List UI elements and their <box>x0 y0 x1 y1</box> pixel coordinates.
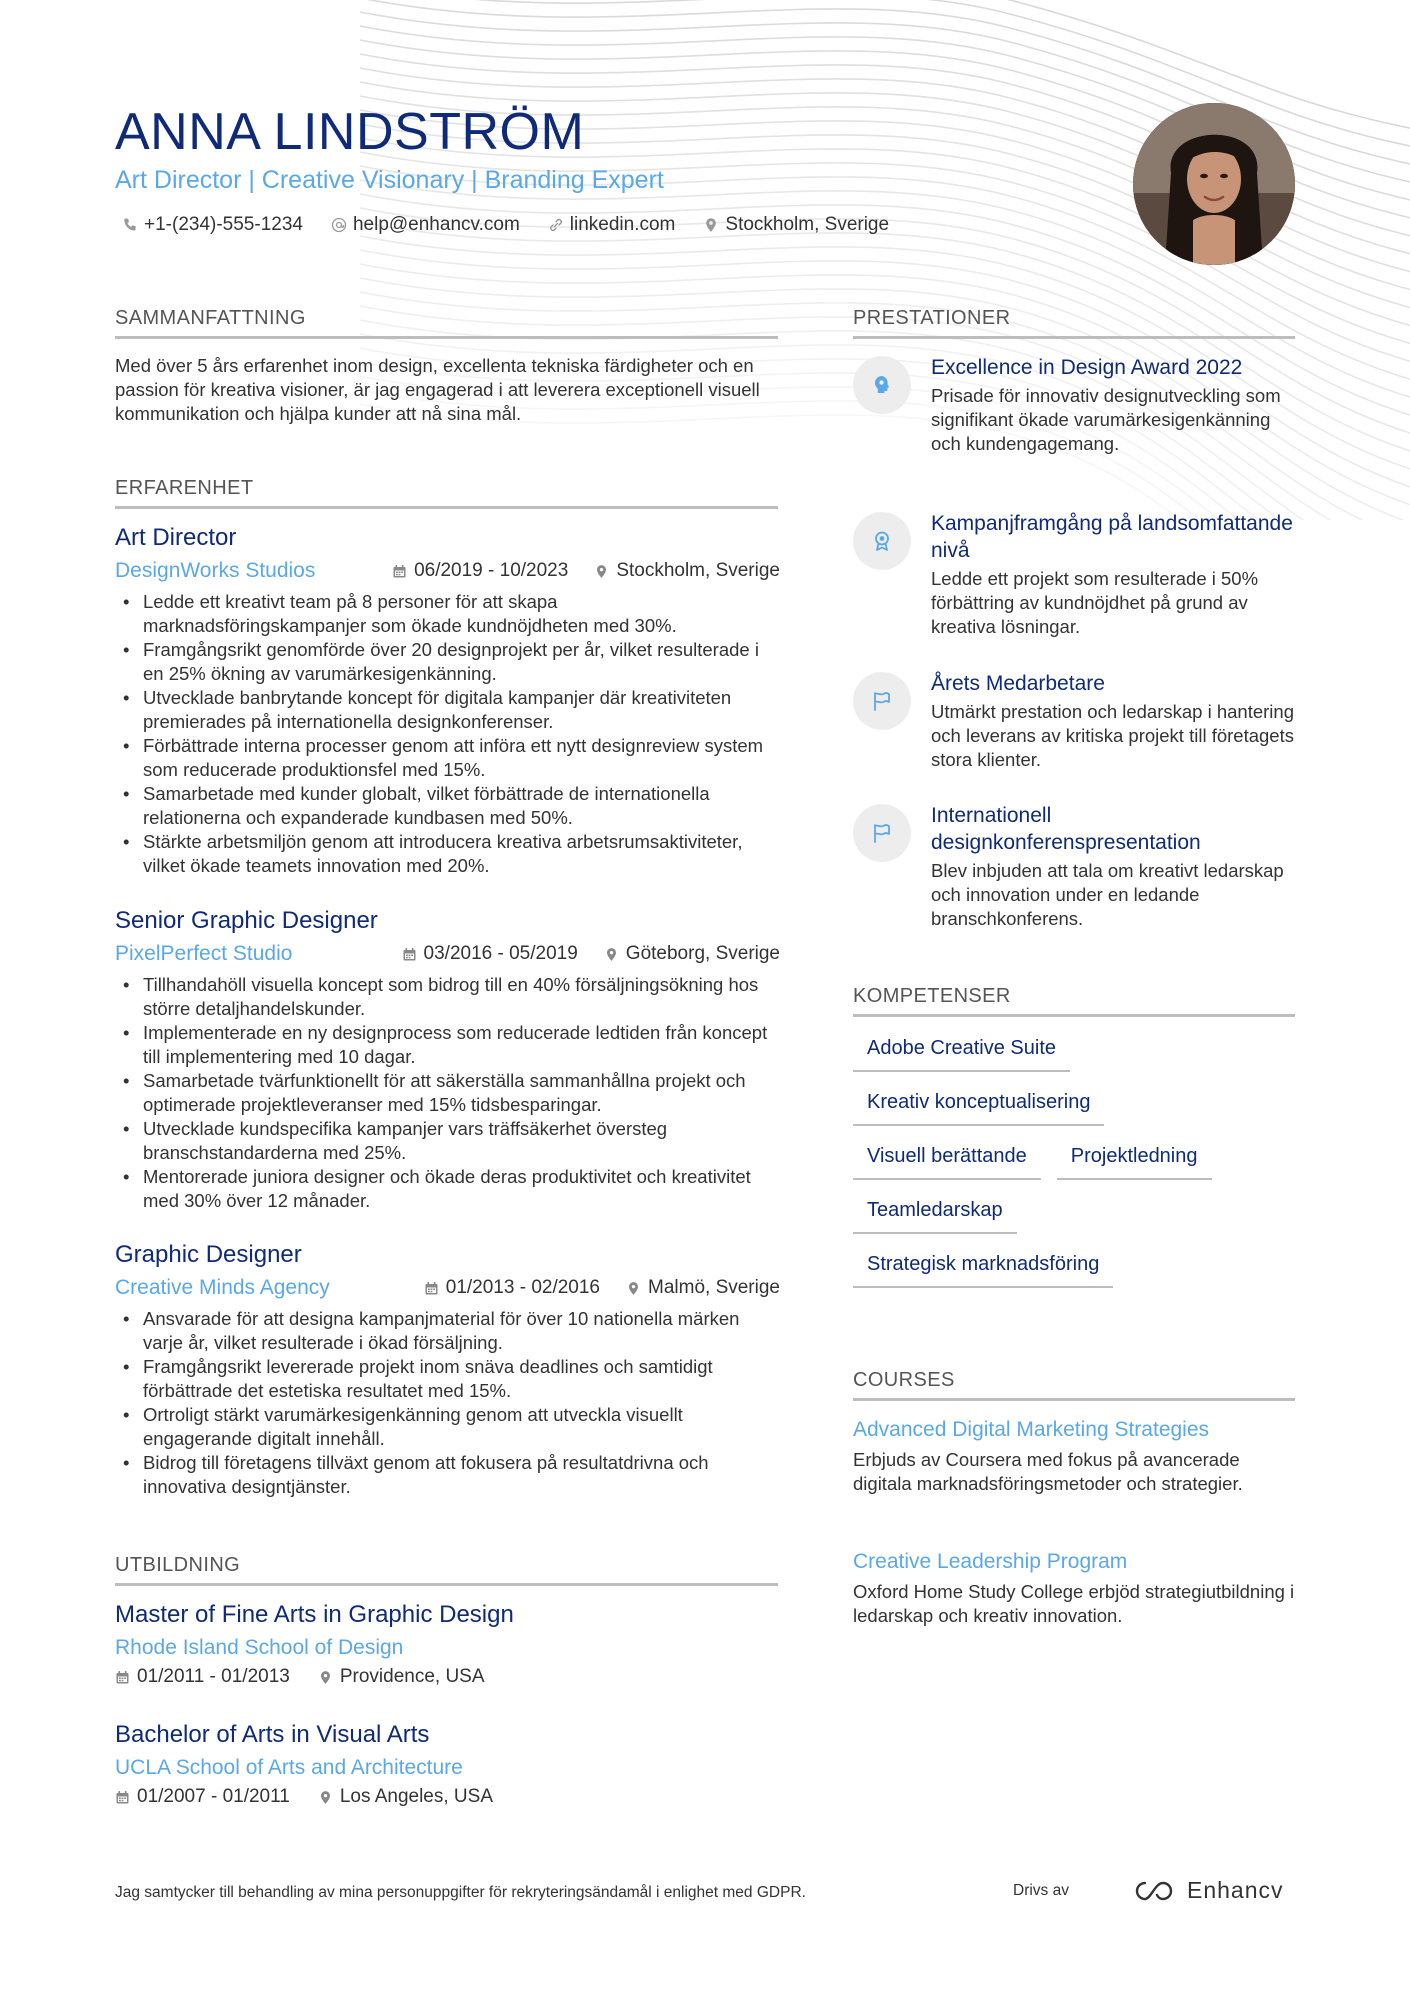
contact-linkedin[interactable] <box>548 214 676 236</box>
contact-email[interactable] <box>331 214 520 236</box>
job-bullet: • Mentorerade juniora designer och ökade deras produktivitet och kreativitet med 30% över 12 månader. <box>143 1165 780 1213</box>
contact-linkedin-text: linkedin.com <box>569 214 676 235</box>
brand-name: Enhancv <box>1187 1877 1284 1903</box>
job-meta <box>115 1273 780 1303</box>
skill-tag: Kreativ konceptualisering <box>853 1089 1104 1126</box>
job-bullet: • Förbättrade interna processer genom att införa ett nytt designreview system som reducerade produktionsfel med 15%. <box>143 734 780 782</box>
skill-tag: Visuell berättande <box>853 1143 1041 1180</box>
contact-email-text: help@enhancv.com <box>352 214 520 235</box>
flag-icon <box>871 690 893 712</box>
skills-row <box>853 1089 1295 1126</box>
course-title: Advanced Digital Marketing Strategies <box>853 1418 1210 1441</box>
achievement-desc: Utmärkt prestation och ledarskap i hantering och leverans av kritiska projekt till företagets stora klienter. <box>931 701 1294 770</box>
skill-tag: Strategisk marknadsföring <box>853 1251 1113 1288</box>
education-dates <box>115 1786 290 1808</box>
education-degree: Master of Fine Arts in Graphic Design <box>115 1601 514 1628</box>
job-location <box>626 1277 780 1299</box>
job-entry <box>115 906 780 1213</box>
achievement-body <box>931 670 1295 772</box>
course-item <box>853 1548 1295 1628</box>
job-dates-text: 03/2016 - 05/2019 <box>423 943 578 964</box>
contact-location-text: Stockholm, Sverige <box>725 214 890 235</box>
job-bullets <box>115 590 780 878</box>
calendar-icon <box>115 1670 130 1685</box>
education-school: Rhode Island School of Design <box>115 1636 404 1659</box>
summary-text: Med över 5 års erfarenhet inom design, excellenta tekniska färdigheter och en passion för kreativa visioner, är jag engagerad i att leverera exceptionell visuell kommunikation och hjälpa kunder att nå sina mål. <box>115 355 760 424</box>
achievement-icon <box>853 672 911 730</box>
job-location-text: Göteborg, Sverige <box>625 943 780 964</box>
education-location-text: Los Angeles, USA <box>339 1786 493 1807</box>
course-desc: Oxford Home Study College erbjöd strategiutbildning i ledarskap och kreativ innovation. <box>853 1581 1295 1626</box>
achievement-title: Kampanjframgång på landsomfattande nivå <box>931 512 1293 562</box>
job-dates <box>392 560 568 582</box>
achievement-body <box>931 354 1295 456</box>
education-location <box>318 1786 493 1808</box>
location-icon <box>703 217 719 233</box>
job-location-text: Stockholm, Sverige <box>616 560 780 581</box>
education-entry <box>115 1600 780 1688</box>
calendar-icon <box>392 564 407 579</box>
course-desc: Erbjuds av Coursera med fokus på avancerade digitala marknadsföringsmetoder och strategier. <box>853 1449 1243 1494</box>
skills-row <box>853 1197 1295 1234</box>
education-dates-text: 01/2007 - 01/2011 <box>137 1786 290 1807</box>
job-entry <box>115 523 780 878</box>
job-bullet: • Samarbetade tvärfunktionellt för att säkerställa sammanhållna projekt och optimerade projektleveranser med 15% tidsbesparingar. <box>143 1069 780 1117</box>
job-company: PixelPerfect Studio <box>115 942 293 965</box>
powered-by-label: Drivs av <box>1013 1882 1069 1899</box>
job-bullet: • Implementerade en ny designprocess som reducerade ledtiden från koncept till implementering med 10 dagar. <box>143 1021 780 1069</box>
flag-icon <box>871 822 893 844</box>
job-bullet: • Bidrog till företagens tillväxt genom att fokusera på resultatdrivna och innovativa designtjänster. <box>143 1451 780 1499</box>
job-entry <box>115 1240 780 1499</box>
avatar <box>1133 103 1295 265</box>
job-meta <box>115 556 780 586</box>
brand-logo[interactable] <box>1133 1877 1284 1904</box>
achievement-title: Excellence in Design Award 2022 <box>931 356 1243 379</box>
achievement-title: Internationell designkonferenspresentation <box>931 804 1201 854</box>
education-meta <box>115 1786 780 1808</box>
job-location <box>594 560 780 582</box>
skills-heading: KOMPETENSER <box>853 984 1295 1017</box>
achievement-title: Årets Medarbetare <box>931 672 1105 695</box>
location-icon <box>318 1790 333 1805</box>
skills-row <box>853 1035 1295 1072</box>
job-dates <box>402 943 578 965</box>
phone-icon <box>122 217 138 233</box>
job-title: Senior Graphic Designer <box>115 907 378 934</box>
summary-heading: SAMMANFATTNING <box>115 306 778 339</box>
achievement-item <box>853 510 1295 639</box>
job-title: Art Director <box>115 524 237 551</box>
achievement-icon <box>853 356 911 414</box>
award-ribbon-icon <box>871 530 893 552</box>
achievement-icon <box>853 512 911 570</box>
education-heading: UTBILDNING <box>115 1553 778 1586</box>
job-dates <box>424 1277 600 1299</box>
education-degree: Bachelor of Arts in Visual Arts <box>115 1721 430 1748</box>
achievement-item <box>853 802 1295 931</box>
skills-row <box>853 1143 1295 1180</box>
job-location-text: Malmö, Sverige <box>648 1277 780 1298</box>
job-title: Graphic Designer <box>115 1241 302 1268</box>
calendar-icon <box>424 1281 439 1296</box>
course-item <box>853 1416 1295 1496</box>
job-bullet: • Ansvarade för att designa kampanjmaterial för över 10 nationella märken varje år, vilket resulterade i ökad försäljning. <box>143 1307 780 1355</box>
location-icon <box>594 564 609 579</box>
achievement-body <box>931 802 1295 931</box>
education-location <box>318 1666 485 1688</box>
job-company: DesignWorks Studios <box>115 559 316 582</box>
achievement-desc: Blev inbjuden att tala om kreativt ledarskap och innovation under en ledande branschkonferens. <box>931 860 1284 929</box>
job-bullet: • Utvecklade banbrytande koncept för digitala kampanjer där kreativiteten premierades på internationella designkonferenser. <box>143 686 780 734</box>
achievement-item <box>853 670 1295 772</box>
education-dates <box>115 1666 290 1688</box>
course-title: Creative Leadership Program <box>853 1550 1128 1573</box>
location-icon <box>318 1670 333 1685</box>
at-icon <box>331 217 347 233</box>
contact-phone-text: +1-(234)-555-1234 <box>144 214 303 235</box>
job-company: Creative Minds Agency <box>115 1276 330 1299</box>
contact-phone[interactable] <box>122 214 303 236</box>
skill-tag: Projektledning <box>1057 1143 1212 1180</box>
job-location <box>604 943 780 965</box>
job-bullet: • Ortroligt stärkt varumärkesigenkänning genom att utveckla visuellt engagerande digitalt innehåll. <box>143 1403 780 1451</box>
enhancv-logo-icon <box>1133 1879 1179 1903</box>
achievement-icon <box>853 804 911 862</box>
achievements-heading: PRESTATIONER <box>853 306 1295 339</box>
education-location-text: Providence, USA <box>339 1666 485 1687</box>
job-bullet: • Utvecklade kundspecifika kampanjer vars träffsäkerhet översteg branschstandarderna med 25%. <box>143 1117 780 1165</box>
achievement-item <box>853 354 1295 456</box>
skill-tag: Adobe Creative Suite <box>853 1035 1070 1072</box>
job-bullet: • Samarbetade med kunder globalt, vilket förbättrade de internationella relationerna och expanderade kundbasen med 50%. <box>143 782 780 830</box>
contact-bar <box>122 214 889 236</box>
courses-heading: COURSES <box>853 1368 1295 1401</box>
link-icon <box>548 217 564 233</box>
location-icon <box>626 1281 641 1296</box>
achievement-body <box>931 510 1295 639</box>
job-dates-text: 01/2013 - 02/2016 <box>445 1277 600 1298</box>
job-bullets <box>115 1307 780 1499</box>
job-bullet: • Stärkte arbetsmiljön genom att introducera kreativa arbetsrumsaktiviteter, vilket ökade teamets innovation med 20%. <box>143 830 780 878</box>
job-bullet: • Framgångsrikt levererade projekt inom snäva deadlines och samtidigt förbättrade det estetiska resultatet med 15%. <box>143 1355 780 1403</box>
gdpr-consent: Jag samtycker till behandling av mina personuppgifter för rekryteringsändamål i enlighet med GDPR. <box>115 1884 806 1901</box>
experience-heading: ERFARENHET <box>115 476 778 509</box>
job-bullets <box>115 973 780 1213</box>
skills-list <box>853 1035 1295 1305</box>
education-entry <box>115 1720 780 1808</box>
location-icon <box>604 947 619 962</box>
job-bullet: • Tillhandahöll visuella koncept som bidrog till en 40% försäljningsökning hos större detaljhandelskunder. <box>143 973 780 1021</box>
calendar-icon <box>115 1790 130 1805</box>
contact-location <box>703 214 889 236</box>
candidate-tagline: Art Director | Creative Visionary | Branding Expert <box>115 166 664 194</box>
education-meta <box>115 1666 780 1688</box>
job-meta <box>115 939 780 969</box>
portrait-image <box>1133 103 1295 265</box>
achievement-desc: Prisade för innovativ designutveckling som signifikant ökade varumärkesigenkänning och kundengagemang. <box>931 385 1281 454</box>
education-school: UCLA School of Arts and Architecture <box>115 1756 463 1779</box>
skills-row <box>853 1251 1295 1288</box>
achievement-desc: Ledde ett projekt som resulterade i 50% förbättring av kundnöjdhet på grund av kreativa lösningar. <box>931 568 1259 637</box>
calendar-icon <box>402 947 417 962</box>
job-bullet: • Ledde ett kreativt team på 8 personer för att skapa marknadsföringskampanjer som ökade kundnöjdheten med 30%. <box>143 590 780 638</box>
job-bullet: • Framgångsrikt genomförde över 20 designprojekt per år, vilket resulterade i en 25% ökning av varumärkesigenkänning. <box>143 638 780 686</box>
skill-tag: Teamledarskap <box>853 1197 1017 1234</box>
education-dates-text: 01/2011 - 01/2013 <box>137 1666 290 1687</box>
job-dates-text: 06/2019 - 10/2023 <box>414 560 569 581</box>
candidate-name: ANNA LINDSTRÖM <box>115 103 585 161</box>
lightbulb-head-icon <box>871 374 893 396</box>
